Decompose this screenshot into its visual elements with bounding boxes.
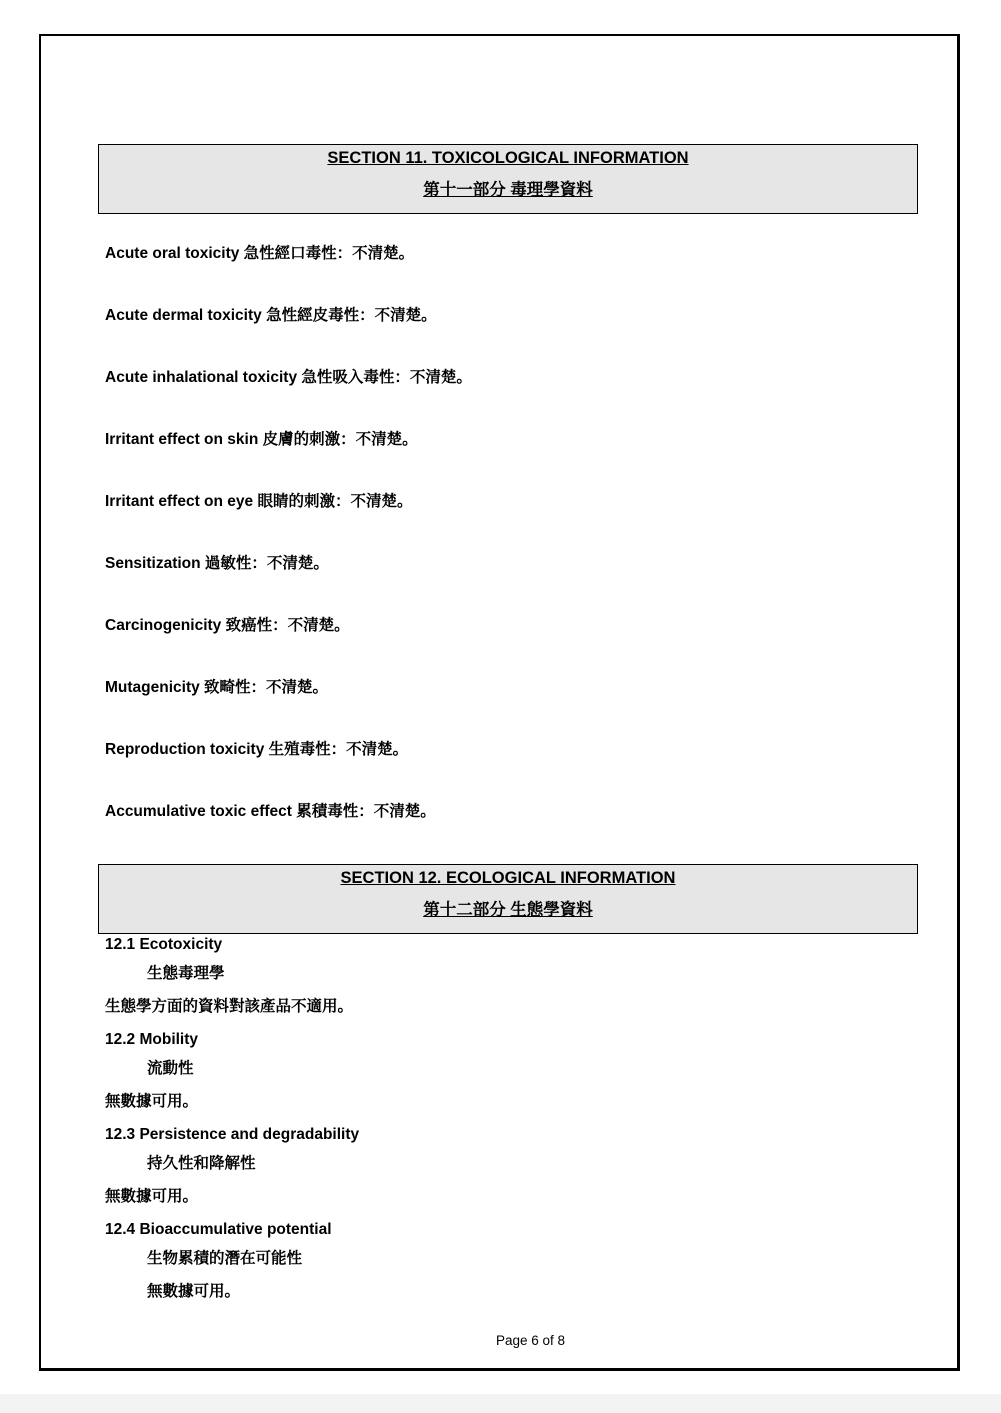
section-11-title-zh: 第十一部分 毒理學資料 [423, 181, 593, 199]
page-number: Page 6 of 8 [495, 1333, 566, 1348]
persistence-heading: 12.3 Persistence and degradability [105, 1126, 360, 1143]
acute-dermal-toxicity: Acute dermal toxicity 急性經皮毒性：不清楚。 [105, 307, 437, 324]
bottom-strip [0, 1394, 1001, 1413]
section-11-title-en: SECTION 11. TOXICOLOGICAL INFORMATION [327, 149, 689, 167]
acute-inhalational-toxicity: Acute inhalational toxicity 急性吸入毒性：不清楚。 [105, 369, 472, 386]
sensitization: Sensitization 過敏性：不清楚。 [105, 555, 329, 572]
section-12-header [98, 864, 918, 934]
accumulative-toxic-effect: Accumulative toxic effect 累積毒性：不清楚。 [105, 803, 436, 820]
mutagenicity: Mutagenicity 致畸性：不清楚。 [105, 679, 329, 696]
irritant-effect-skin: Irritant effect on skin 皮膚的刺激：不清楚。 [105, 431, 418, 448]
section-12-title-en: SECTION 12. ECOLOGICAL INFORMATION [340, 869, 676, 887]
reproduction-toxicity: Reproduction toxicity 生殖毒性：不清楚。 [105, 741, 409, 758]
mobility-heading-zh: 流動性 [147, 1060, 194, 1077]
bioaccumulative-text: 無數據可用。 [147, 1283, 241, 1300]
section-11-header [98, 144, 918, 214]
carcinogenicity: Carcinogenicity 致癌性：不清楚。 [105, 617, 350, 634]
ecotoxicity-heading: 12.1 Ecotoxicity [105, 936, 223, 953]
persistence-heading-zh: 持久性和降解性 [147, 1155, 256, 1172]
persistence-text: 無數據可用。 [105, 1188, 199, 1205]
bioaccumulative-heading: 12.4 Bioaccumulative potential [105, 1221, 332, 1238]
ecotoxicity-heading-zh: 生態毒理學 [147, 965, 225, 982]
irritant-effect-eye: Irritant effect on eye 眼睛的刺激：不清楚。 [105, 493, 413, 510]
bioaccumulative-heading-zh: 生物累積的潛在可能性 [147, 1250, 303, 1267]
section-12-title-zh: 第十二部分 生態學資料 [423, 901, 593, 919]
ecotoxicity-text: 生態學方面的資料對該產品不適用。 [105, 998, 354, 1015]
mobility-heading: 12.2 Mobility [105, 1031, 199, 1048]
mobility-text: 無數據可用。 [105, 1093, 199, 1110]
acute-oral-toxicity: Acute oral toxicity 急性經口毒性：不清楚。 [105, 245, 415, 262]
